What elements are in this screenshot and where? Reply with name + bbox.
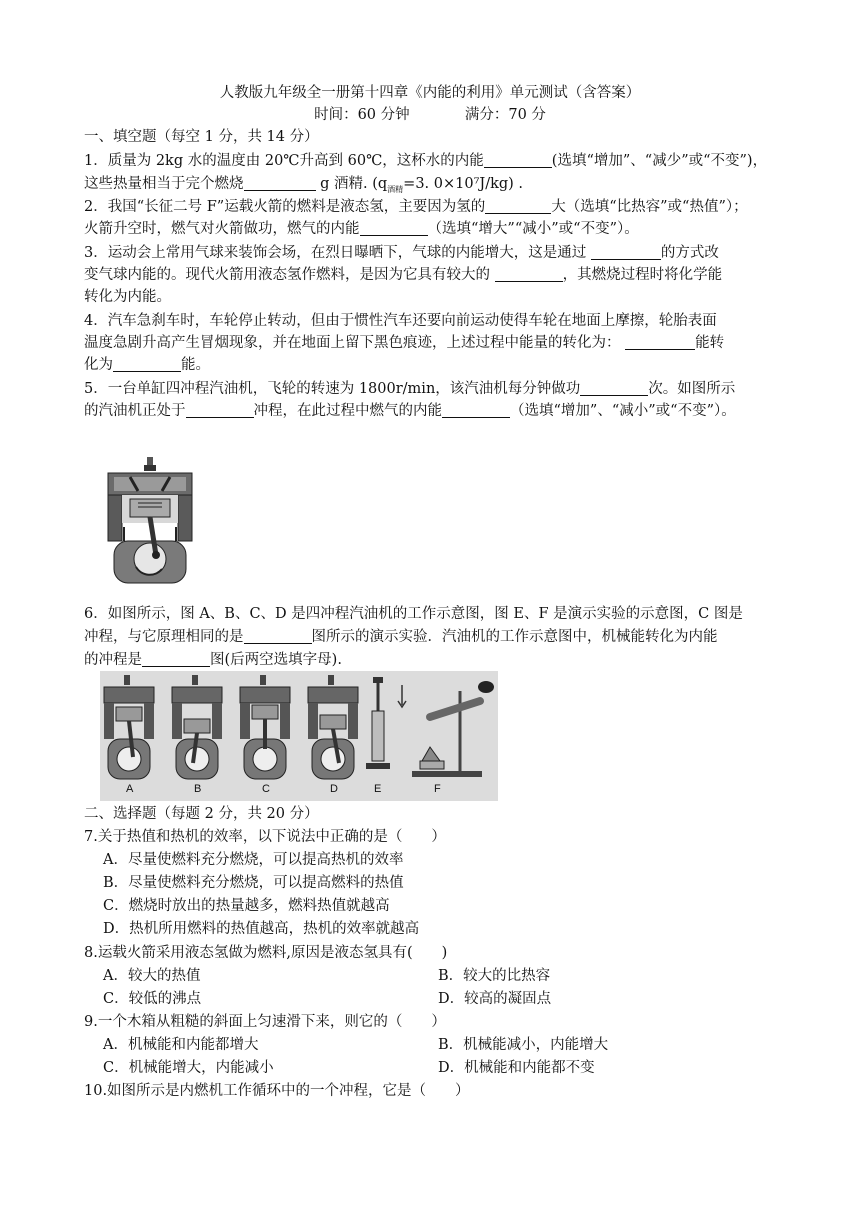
answer-blank[interactable] — [442, 401, 510, 418]
q3-line3: 转化为内能。 — [84, 289, 171, 305]
full-score: 满分：70 分 — [464, 107, 546, 123]
engine-diagram-b — [172, 675, 222, 779]
q7-option-d[interactable]: D．热机所用燃料的热值越高，热机的效率就越高 — [103, 921, 420, 937]
section2-heading: 二、选择题（每题 2 分，共 20 分） — [84, 806, 319, 822]
engine-diagram-c — [240, 675, 290, 779]
figure-labels — [100, 783, 498, 799]
answer-blank[interactable] — [186, 401, 254, 418]
q2-line1: 2．我国“长征二号 F”运载火箭的燃料是液态氢，主要因为氢的 大（选填“比热容”或“热值”）； — [84, 199, 748, 215]
q2-line2: 火箭升空时，燃气对火箭做功，燃气的内能 （选填“增大”“减小”或“不变”）。 — [84, 221, 639, 237]
answer-blank[interactable] — [142, 650, 210, 667]
q7-option-b[interactable]: B．尽量使燃料充分燃烧，可以提高燃料的热值 — [103, 875, 404, 891]
q9-option-b[interactable]: B．机械能减小，内能增大 — [438, 1037, 609, 1053]
answer-blank[interactable] — [625, 333, 695, 350]
answer-blank[interactable] — [113, 355, 181, 372]
figure-label-c: C — [262, 783, 270, 795]
section1-heading: 一、填空题（每空 1 分，共 14 分） — [84, 129, 319, 145]
q4-line2: 温度急剧升高产生冒烟现象，并在地面上留下黑色痕迹，上述过程中能量的转化为： 能转 — [84, 335, 725, 351]
answer-blank[interactable] — [495, 265, 563, 282]
q7-option-a[interactable]: A．尽量使燃料充分燃烧，可以提高热机的效率 — [103, 852, 404, 868]
exam-meta — [0, 104, 860, 126]
q3-line2: 变气球内能的。现代火箭用液态氢作燃料，是因为它具有较大的 ，其燃烧过程时将化学能 — [84, 267, 723, 283]
test-tube-apparatus — [412, 681, 494, 777]
answer-blank[interactable] — [244, 627, 312, 644]
answer-blank[interactable] — [591, 243, 661, 260]
q6-line2: 冲程，与它原理相同的是 图所示的演示实验．汽油机的工作示意图中，机械能转化为内能 — [84, 629, 718, 645]
q9-option-d[interactable]: D．机械能和内能都不变 — [438, 1060, 595, 1076]
q6-line1: 6．如图所示，图 A、B、C、D 是四冲程汽油机的工作示意图，图 E、F 是演示实验的示意图，C 图是 — [84, 606, 743, 622]
figure-label-f: F — [434, 783, 441, 795]
engine-cylinder-figure — [100, 455, 200, 585]
figure-label-e: E — [374, 783, 382, 795]
q10-stem: 10.如图所示是内燃机工作循环中的一个冲程，它是（ ） — [84, 1083, 470, 1099]
answer-blank[interactable] — [484, 151, 552, 168]
engine-diagram-d — [308, 675, 358, 779]
q9-option-c[interactable]: C．机械能增大，内能减小 — [103, 1060, 274, 1076]
q1-line1: 1．质量为 2kg 水的温度由 20℃升高到 60℃，这杯水的内能 (选填“增加”、“减少”或“不变”)， — [84, 153, 768, 169]
answer-blank[interactable] — [244, 174, 316, 191]
q7-option-c[interactable]: C．燃烧时放出的热量越多，燃料热值就越高 — [103, 898, 390, 914]
q8-option-c[interactable]: C．较低的沸点 — [103, 991, 202, 1007]
time-limit: 时间：60 分钟 — [314, 107, 410, 123]
figure-label-b: B — [194, 783, 202, 795]
figure-label-a: A — [126, 783, 134, 795]
figure-label-d: D — [330, 783, 338, 795]
q8-option-d[interactable]: D．较高的凝固点 — [438, 991, 552, 1007]
q5-line2: 的汽油机正处于 冲程，在此过程中燃气的内能 （选填“增加”、“减小”或“不变”）。 — [84, 403, 736, 419]
q3-line1: 3．运动会上常用气球来装饰会场，在烈日曝晒下，气球的内能增大，这是通过 的方式改 — [84, 245, 719, 261]
q6-line3: 的冲程是 图(后两空选填字母). — [84, 652, 342, 668]
page-title: 人教版九年级全一册第十四章《内能的利用》单元测试（含答案） — [219, 85, 641, 101]
q4-line1: 4．汽车急刹车时，车轮停止转动，但由于惯性汽车还要向前运动使得车轮在地面上摩擦，轮胎表面 — [84, 313, 717, 329]
q4-line3: 化为 能。 — [84, 357, 210, 373]
q8-stem: 8.运载火箭采用液态氢做为燃料,原因是液态氢具有( ) — [84, 945, 448, 961]
answer-blank[interactable] — [580, 379, 648, 396]
answer-blank[interactable] — [360, 219, 428, 236]
engine-diagram-a — [104, 675, 154, 779]
q8-option-b[interactable]: B．较大的比热容 — [438, 968, 551, 984]
q5-line1: 5．一台单缸四冲程汽油机，飞轮的转速为 1800r/min，该汽油机每分钟做功 次。如图所示 — [84, 381, 736, 397]
q7-stem: 7.关于热值和热机的效率，以下说法中正确的是（ ） — [84, 829, 446, 845]
air-compression-apparatus — [366, 677, 406, 769]
engine-strokes-figure — [100, 671, 498, 801]
q1-line2: 这些热量相当于完个燃烧 g 酒精. ($q_{酒精}=3$. 0×10⁷J/kg) . — [84, 176, 524, 194]
q9-stem: 9.一个木箱从粗糙的斜面上匀速滑下来，则它的（ ） — [84, 1014, 446, 1030]
q9-option-a[interactable]: A．机械能和内能都增大 — [103, 1037, 259, 1053]
q8-option-a[interactable]: A．较大的热值 — [103, 968, 201, 984]
answer-blank[interactable] — [485, 197, 551, 214]
